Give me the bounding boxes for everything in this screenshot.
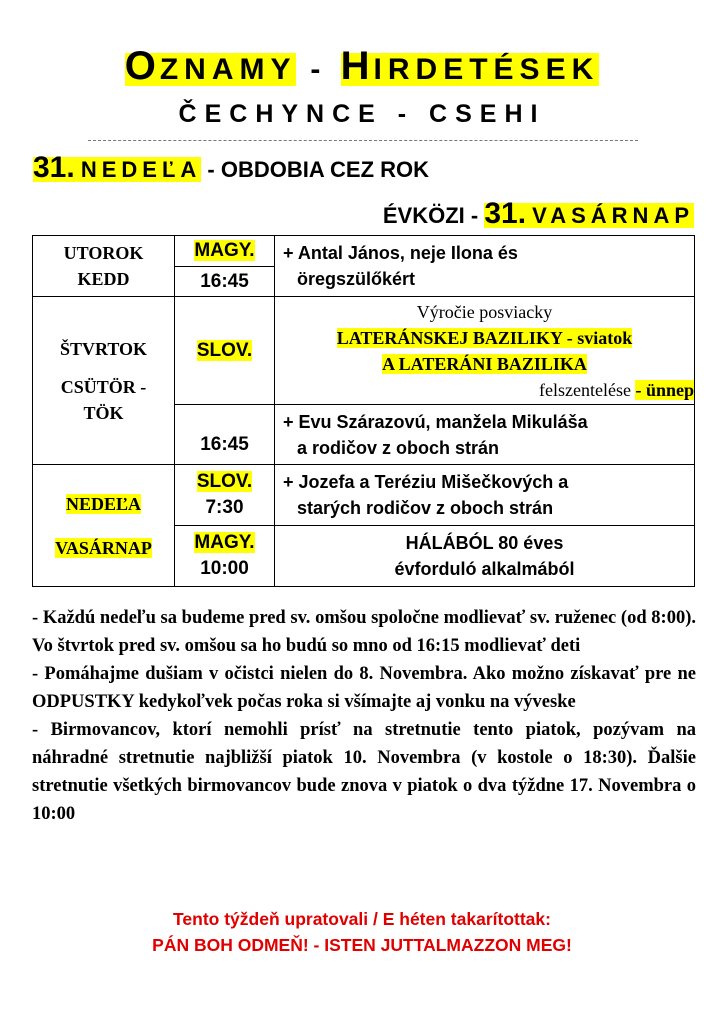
feast-cell: Výročie posviacky LATERÁNSKEJ BAZILIKY - sviatok A LATERÁNI BAZILIKA felszentelése - ünnep (275, 297, 695, 405)
table-row (33, 297, 695, 405)
announcement-item: - Každú nedeľu sa budeme pred sv. omšou spoločne modlievať sv. ruženec (od 8:00). Vo štvrtok pred sv. omšou sa ho budú so mno od 16:15 modlievať deti (32, 608, 696, 656)
title-separator: - (295, 53, 341, 86)
announcements (32, 604, 696, 828)
time-cell: 16:45 (175, 405, 275, 465)
title-oznamy: OZNAMY (124, 44, 296, 88)
cleaning-thanks (0, 906, 724, 958)
sunday-heading-sk: 31. NEDEĽA - OBDOBIA CEZ ROK (33, 151, 430, 184)
language-cell: MAGY. (175, 236, 275, 267)
intention-cell: + Evu Szárazovú, manžela Mikuláša a rodičov z oboch strán (275, 405, 695, 465)
mass-schedule-table (32, 235, 695, 587)
time-cell: 16:45 (175, 267, 275, 297)
table-row (33, 236, 695, 267)
page-subtitle: ČECHYNCE - CSEHI (178, 100, 546, 128)
day-tuesday: UTOROK KEDD (33, 236, 175, 297)
table-row (33, 465, 695, 526)
intention-cell: HÁLÁBÓL 80 éves évforduló alkalmából (275, 526, 695, 587)
sunday-heading-hu: ÉVKÖZI - 31. VASÁRNAP (382, 197, 694, 230)
announcement-item: - Birmovancov, ktorí nemohli prísť na stretnutie tento piatok, pozývam na náhradné stretnutie najbližší piatok 10. Novembra (v kostole o 18:30). Ďalšie stretnutie všetkých birmovancov bude znova v piatok o dva týždne 17. Novembra o 10:00 (32, 720, 696, 824)
language-cell: SLOV. (175, 297, 275, 405)
title-hirdetesek: HIRDETÉSEK (340, 44, 600, 88)
day-sunday: NEDEĽA VASÁRNAP (33, 465, 175, 587)
sunday-hu-label: 31. VASÁRNAP (484, 197, 694, 230)
language-time-cell: MAGY. 10:00 (175, 526, 275, 587)
thanks-line-2: PÁN BOH ODMEŇ! - ISTEN JUTTALMAZZON MEG! (152, 935, 572, 955)
sunday-sk-label: 31. NEDEĽA (33, 151, 202, 184)
intention-cell: + Jozefa a Teréziu Mišečkových a starých rodičov z oboch strán (275, 465, 695, 526)
page-title (0, 44, 724, 92)
thanks-line-1: Tento týždeň upratovali / E héten takarítottak: (173, 909, 551, 929)
day-thursday: ŠTVRTOK CSÜTÖR - TÖK (33, 297, 175, 465)
intention-cell: + Antal János, neje Ilona és öregszülőkért (275, 236, 695, 297)
language-time-cell: SLOV. 7:30 (175, 465, 275, 526)
announcement-item: - Pomáhajme dušiam v očistci nielen do 8. Novembra. Ako možno získavať pre ne ODPUSTKY kedykoľvek počas roka si všímajte aj vonku na vývеske (32, 664, 696, 712)
divider (88, 140, 638, 141)
